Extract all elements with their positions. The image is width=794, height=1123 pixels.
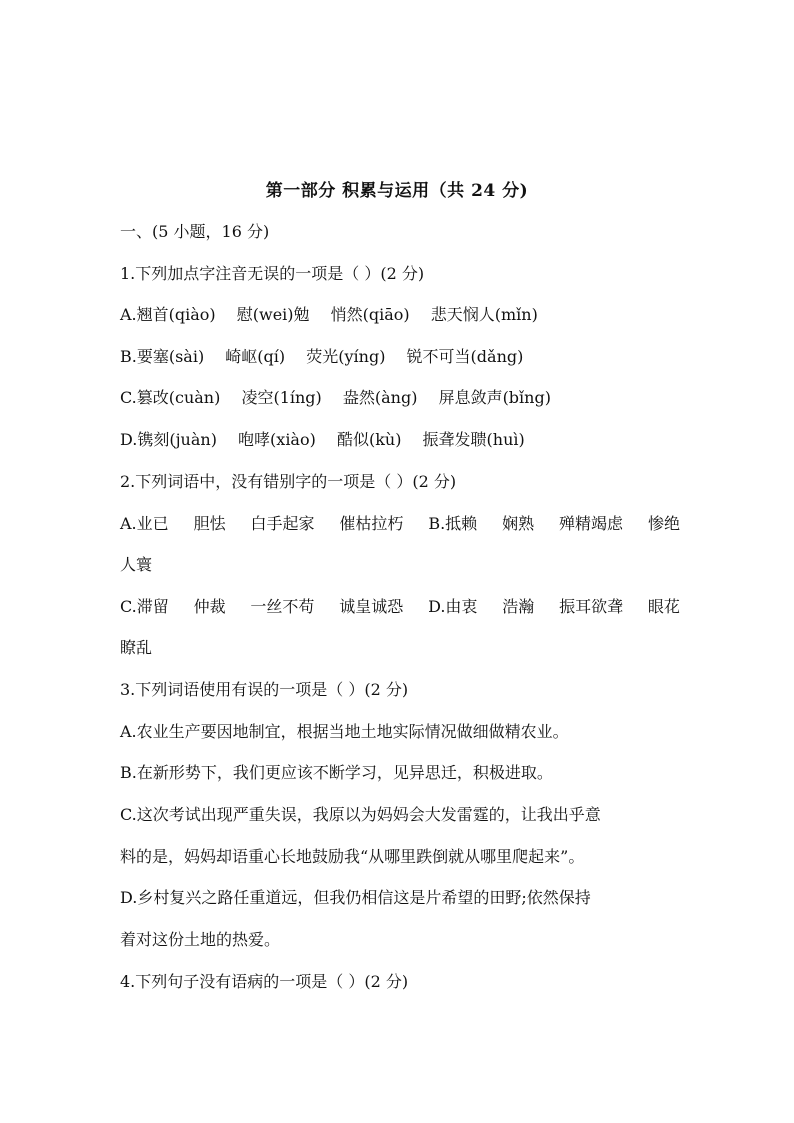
- q1-a-item: 悲天悯人(mǐn): [430, 305, 538, 324]
- q1-stem: 1.下列加点字注音无误的一项是（ ）(2 分): [120, 264, 425, 283]
- q1-a-item: 慰(wei)勉: [236, 305, 310, 324]
- q1-option-a: [120, 303, 680, 327]
- q2-option-b-continued: 人寰: [120, 555, 153, 574]
- q1-d-item: 振聋发聩(huì): [422, 430, 525, 449]
- q1-b-item: B.要塞(sài): [120, 347, 205, 366]
- q2-stem: 2.下列词语中，没有错别字的一项是（ ）(2 分): [120, 472, 457, 491]
- q2-word: 诚皇诚恐: [339, 597, 404, 616]
- q1-option-c: [120, 386, 680, 410]
- q1-d-item: 酷似(kù): [336, 430, 402, 449]
- q2-word: 仲裁: [193, 597, 226, 616]
- q3-option-b: B.在新形势下，我们更应该不断学习，见异思迁，积极进取。: [120, 763, 553, 782]
- q1-c-item: 凌空(1íng): [241, 388, 322, 407]
- q2-options-cd: [120, 595, 680, 619]
- q3-option-c-continued: 料的是，妈妈却语重心长地鼓励我“从哪里跌倒就从哪里爬起来”。: [120, 847, 585, 866]
- q2-word: 催枯拉朽: [339, 514, 404, 533]
- q1-b-item: 荧光(yíng): [306, 347, 386, 366]
- q3-stem: 3.下列词语使用有误的一项是（ ）(2 分): [120, 680, 409, 699]
- q3-option-d: D.乡村复兴之路任重道远，但我仍相信这是片希望的田野;依然保持: [120, 888, 591, 907]
- q1-a-item: 悄然(qiāo): [330, 305, 410, 324]
- q2-word: 殚精竭虑: [559, 514, 624, 533]
- q2-word: 一丝不苟: [250, 597, 315, 616]
- q1-c-item: 盎然(àng): [342, 388, 418, 407]
- q1-option-b: [120, 345, 680, 369]
- q2-word: D.由衷: [428, 597, 478, 616]
- q1-b-item: 崎岖(qí): [225, 347, 286, 366]
- q2-word: 振耳欲聋: [559, 597, 624, 616]
- q2-word: B.抵赖: [428, 514, 478, 533]
- q1-c-item: C.篡改(cuàn): [120, 388, 221, 407]
- q2-options-ab: [120, 512, 680, 536]
- q3-option-a: A.农业生产要因地制宜，根据当地土地实际情况做细做精农业。: [120, 722, 569, 741]
- q2-word: 白手起家: [250, 514, 315, 533]
- q2-word: 胆怯: [193, 514, 226, 533]
- q2-word: 惨绝: [647, 514, 680, 533]
- q2-word: C.滞留: [120, 597, 169, 616]
- q2-word: A.业已: [120, 514, 169, 533]
- q3-option-d-continued: 着对这份土地的热爱。: [120, 930, 281, 949]
- q4-stem: 4.下列句子没有语病的一项是（ ）(2 分): [120, 972, 409, 991]
- q1-option-d: [120, 428, 680, 452]
- q1-d-item: 咆哮(xiào): [238, 430, 316, 449]
- part-heading: 一、(5 小题，16 分): [120, 222, 270, 241]
- q3-option-c: C.这次考试出现严重失误，我原以为妈妈会大发雷霆的，让我出乎意: [120, 805, 601, 824]
- q2-word: 娴熟: [502, 514, 535, 533]
- q2-word: 浩瀚: [502, 597, 535, 616]
- q2-word: 眼花: [647, 597, 680, 616]
- q1-a-item: A.翘首(qiào): [120, 305, 216, 324]
- q1-c-item: 屏息敛声(bǐng): [438, 388, 551, 407]
- section-title: 第一部分 积累与运用（共 24 分): [265, 181, 529, 201]
- q1-d-item: D.镌刻(juàn): [120, 430, 217, 449]
- q1-b-item: 锐不可当(dǎng): [406, 347, 524, 366]
- q2-option-d-continued: 瞭乱: [120, 638, 153, 657]
